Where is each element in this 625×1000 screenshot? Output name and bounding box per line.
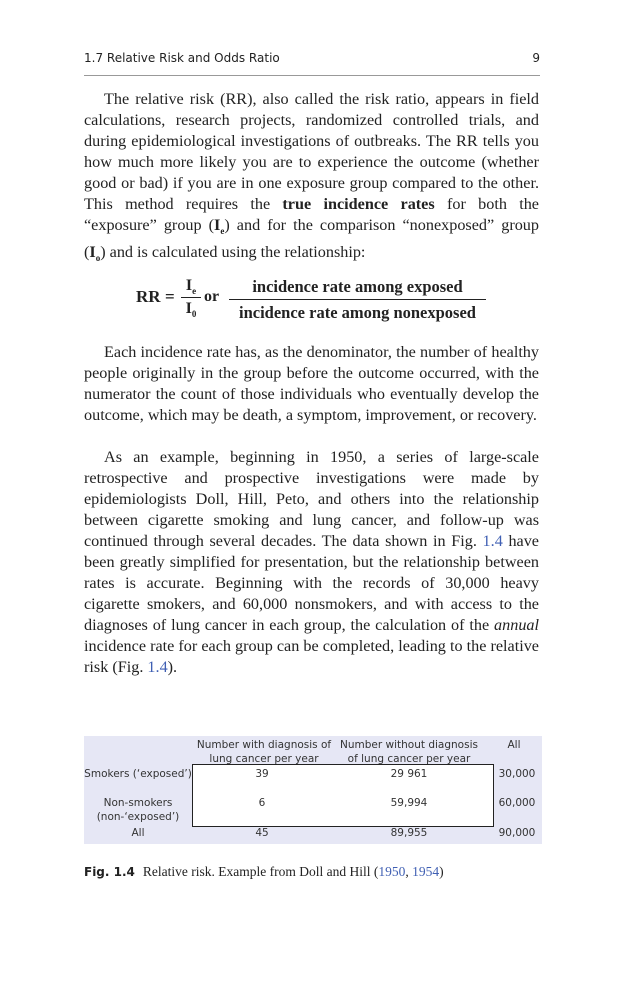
fraction-bar bbox=[181, 297, 201, 298]
running-header bbox=[84, 51, 540, 71]
caption-separator: , bbox=[405, 864, 413, 879]
paragraph-incidence-rate: Each incidence rate has, as the denominator, the number of healthy people originally in the group before the outcome occurred, with the numerator the count of those individuals who eventually develop the outcome, which may be death, a symptom, improvement, or recovery. bbox=[84, 343, 539, 424]
row-label-smokers: Smokers (‘exposed’) bbox=[84, 768, 192, 780]
formula-equals: = bbox=[165, 287, 175, 306]
figure-label: Fig. 1.4 bbox=[84, 865, 135, 879]
io-symbol: $I_o$ bbox=[89, 243, 101, 264]
text-fraction-bar bbox=[229, 299, 486, 300]
cell-all-all: 90,000 bbox=[498, 827, 536, 839]
header-without-diagnosis: Number without diagnosis of lung cancer per year bbox=[340, 739, 478, 765]
formula-lhs: RR bbox=[136, 287, 161, 306]
cell-smokers-with: 39 bbox=[255, 768, 269, 780]
row-label-nonsmokers: Non-smokers (non-‘exposed’) bbox=[96, 797, 180, 823]
text-span: ) and for the comparison “nonexposed” group ( bbox=[84, 216, 539, 262]
ie-symbol: $I_e$ bbox=[214, 216, 225, 237]
header-divider bbox=[84, 75, 540, 76]
paragraph-doll-hill-example bbox=[84, 447, 539, 678]
header-with-diagnosis: Number with diagnosis of lung cancer per year bbox=[196, 739, 332, 765]
text-span: have been greatly simplified for presentation, but the relationship between rates is accurate. Beginning with the records of 30,000 heavy cigarette smokers, and 60,000 nonsmokers, and with access to the diagnoses of lung cancer in each group, the calculation of the bbox=[84, 532, 539, 634]
rr-formula bbox=[136, 277, 486, 327]
figure-caption bbox=[84, 864, 544, 880]
text-span: ). bbox=[167, 658, 178, 676]
text-span: ) and is calculated using the relationship: bbox=[100, 243, 366, 262]
paragraph-relative-risk-intro bbox=[84, 89, 539, 269]
section-title: 1.7 Relative Risk and Odds Ratio bbox=[84, 51, 280, 65]
text-span: incidence rate for each group can be completed, leading to the relative risk (Fig. bbox=[84, 637, 539, 676]
bold-term: true incidence rates bbox=[282, 195, 435, 213]
cell-smokers-without: 29 961 bbox=[390, 768, 428, 780]
fraction-denominator: $I_0$ bbox=[185, 300, 197, 320]
row-label-all: All bbox=[131, 827, 145, 839]
italic-term: annual bbox=[494, 616, 539, 634]
caption-text: Relative risk. Example from Doll and Hill ( bbox=[142, 864, 379, 879]
text-fraction bbox=[229, 277, 486, 323]
header-all: All bbox=[507, 739, 521, 751]
citation-link[interactable]: 1950 bbox=[378, 864, 406, 879]
cell-all-with: 45 bbox=[255, 827, 269, 839]
page-number: 9 bbox=[532, 51, 540, 65]
cell-nonsmokers-with: 6 bbox=[258, 797, 266, 809]
cell-nonsmokers-without: 59,994 bbox=[390, 797, 428, 809]
fraction-numerator: $I_e$ bbox=[185, 277, 197, 297]
text-fraction-numerator: incidence rate among exposed bbox=[252, 277, 463, 296]
text-fraction-denominator: incidence rate among nonexposed bbox=[239, 303, 476, 322]
text-span: As an example, beginning in 1950, a series of large-scale retrospective and prospective investigations were made by epidemiologists Doll, Hill, Peto, and others into the relationship between cigarette smoking and lung cancer, and follow-up was continued through several decades. The data shown in Fig. bbox=[84, 448, 539, 550]
caption-end: ) bbox=[439, 864, 444, 879]
symbol-fraction bbox=[181, 277, 201, 319]
relative-risk-table bbox=[84, 736, 542, 844]
formula-or: or bbox=[204, 288, 220, 305]
figure-link[interactable]: 1.4 bbox=[147, 658, 168, 676]
text-span: for both the “exposure” group ( bbox=[84, 195, 539, 234]
text-span: The relative risk (RR), also called the risk ratio, appears in field calculations, research projects, randomized controlled trials, and during epidemiological investigations of outbreaks. The RR tells you how much more likely you are to experience the outcome (whether good or bad) if you are in one exposure group compared to the other. This method requires the bbox=[84, 90, 539, 213]
figure-link[interactable]: 1.4 bbox=[482, 532, 503, 550]
cell-nonsmokers-all: 60,000 bbox=[498, 797, 536, 809]
cell-smokers-all: 30,000 bbox=[498, 768, 536, 780]
citation-link[interactable]: 1954 bbox=[412, 864, 440, 879]
cell-all-without: 89,955 bbox=[390, 827, 428, 839]
